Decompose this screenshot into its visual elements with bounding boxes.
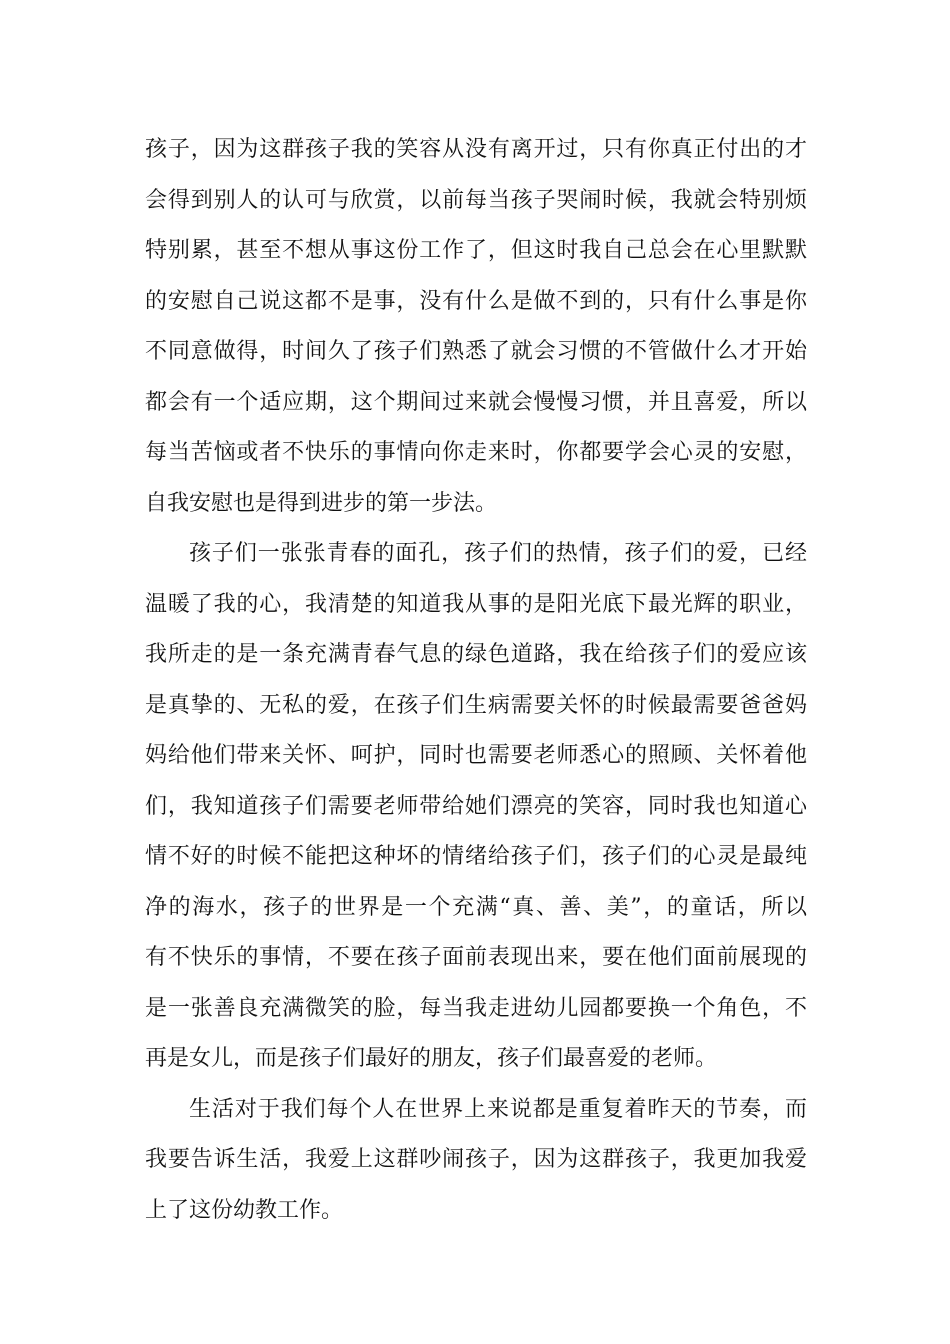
document-body (145, 125, 807, 1236)
paragraph-3-line-2: 我要告诉生活，我爱上这群吵闹孩子，因为这群孩子，我更加我爱 (145, 1147, 807, 1172)
paragraph-2-line-2: 温暖了我的心，我清楚的知道我从事的是阳光底下最光辉的职业， (145, 591, 807, 617)
paragraph-2-line-6: 们，我知道孩子们需要老师带给她们漂亮的笑容，同时我也知道心 (145, 793, 807, 819)
paragraph-1-line-2: 会得到别人的认可与欣赏，以前每当孩子哭闹时候，我就会特别烦 (145, 187, 807, 213)
paragraph-1-line-5: 不同意做得，时间久了孩子们熟悉了就会习惯的不管做什么才开始 (145, 339, 807, 364)
paragraph-1-line-7: 每当苦恼或者不快乐的事情向你走来时，你都要学会心灵的安慰， (145, 440, 807, 465)
paragraph-2-line-9: 有不快乐的事情，不要在孩子面前表现出来，要在他们面前展现的 (145, 945, 807, 970)
paragraph-3-line-1: 生活对于我们每个人在世界上来说都是重复着昨天的节奏，而 (189, 1096, 807, 1122)
paragraph-1-line-3: 特别累，甚至不想从事这份工作了，但这时我自己总会在心里默默 (145, 238, 807, 263)
paragraph-1-line-1: 孩子，因为这群孩子我的笑容从没有离开过，只有你真正付出的才 (145, 137, 807, 162)
paragraph-1-line-4: 的安慰自己说这都不是事，没有什么是做不到的，只有什么事是你 (145, 288, 807, 314)
paragraph-2-line-7: 情不好的时候不能把这种坏的情绪给孩子们，孩子们的心灵是最纯 (145, 844, 807, 869)
paragraph-2-line-1: 孩子们一张张青春的面孔，孩子们的热情，孩子们的爱，已经 (189, 541, 807, 566)
paragraph-2-line-3: 我所走的是一条充满青春气息的绿色道路，我在给孩子们的爱应该 (145, 642, 807, 667)
paragraph-2-line-4: 是真挚的、无私的爱，在孩子们生病需要关怀的时候最需要爸爸妈 (145, 692, 807, 718)
paragraph-2-line-8: 净的海水，孩子的世界是一个充满“真、善、美”，的童话，所以 (145, 894, 807, 920)
paragraph-1-line-6: 都会有一个适应期，这个期间过来就会慢慢习惯，并且喜爱，所以 (145, 389, 807, 415)
paragraph-2-line-10: 是一张善良充满微笑的脸，每当我走进幼儿园都要换一个角色，不 (145, 995, 807, 1021)
paragraph-1-line-8: 自我安慰也是得到进步的第一步法。 (145, 490, 498, 516)
paragraph-2-line-5: 妈给他们带来关怀、呵护，同时也需要老师悉心的照顾、关怀着他 (145, 743, 807, 768)
paragraph-2-line-11: 再是女儿，而是孩子们最好的朋友，孩子们最喜爱的老师。 (145, 1046, 718, 1071)
paragraph-3-line-3: 上了这份幼教工作。 (145, 1197, 344, 1223)
